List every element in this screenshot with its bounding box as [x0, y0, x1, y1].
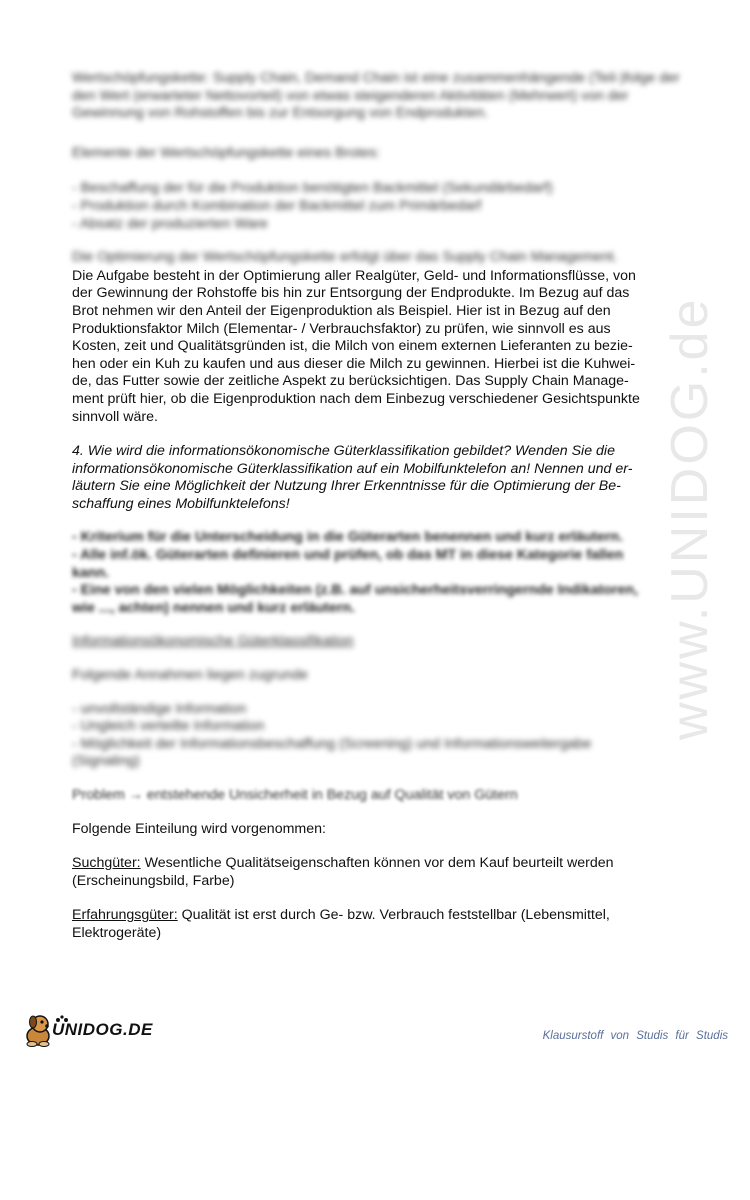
blurred-bold-line: - Eine von den vielen Möglichkeiten (z.B. auf unsicherheitsverringernde Indikatoren,: [72, 582, 639, 599]
blurred-paragraph-3: Die Optimierung der Wertschöpfungskette erfolgt über das Supply Chain Management.: [72, 249, 618, 266]
blurred-bold-line: - Alle inf.ök. Güterarten definieren und prüfen, ob das MT in diese Kategorie fallen: [72, 547, 624, 564]
watermark-text: www.UNIDOG.de: [661, 296, 719, 740]
text-line: sinnvoll wäre.: [72, 408, 158, 425]
text-line: der Gewinnung der Rohstoffe bis hin zur Entsorgung der Endprodukte. Im Bezug auf das: [72, 285, 630, 302]
classification-intro: Folgende Einteilung wird vorgenommen:: [72, 820, 326, 837]
text-line: Kosten, zeit und Qualitätsgründen ist, die Milch von einem externen Lieferanten zu bezie-: [72, 338, 633, 355]
text-line: ment prüft hier, ob die Eigenproduktion nach dem Einbezug verschiedener Gesichtspunkte: [72, 390, 640, 407]
question-line: informationsökonomische Güterklassifikation auf ein Mobilfunktelefon an! Nennen und er-: [72, 460, 633, 477]
text-line: Produktionsfaktor Milch (Elementar- / Verbrauchsfaktor) zu prüfen, wie sinnvoll es aus: [72, 320, 611, 337]
suchgueter-label: Suchgüter:: [72, 855, 141, 872]
blurred-list-item: - Produktion durch Kombination der Backmittel zum Primärbedarf: [72, 197, 482, 214]
blurred-paragraph-2: Elemente der Wertschöpfungskette eines Brotes:: [72, 144, 381, 161]
suchgueter-line: [72, 855, 682, 873]
logo-text: UNIDOG.DE: [52, 1020, 153, 1039]
erfahrungsgueter-label: Erfahrungsgüter:: [72, 907, 178, 924]
blurred-problem-line: Problem → entstehende Unsicherheit in Bezug auf Qualität von Gütern: [72, 787, 518, 803]
blurred-list-item: - Ungleich verteilte Information: [72, 718, 265, 735]
blurred-list-item: - Absatz der produzierten Ware: [72, 215, 268, 232]
text-line: Die Aufgabe besteht in der Optimierung aller Realgüter, Geld- und Informationsflüsse, von: [72, 267, 636, 284]
blurred-list-item: - unvollständige Information: [72, 700, 247, 717]
question-4: [72, 443, 682, 513]
blurred-bold-block: [72, 529, 682, 617]
document-page: [72, 0, 682, 943]
blurred-bold-line: - Kriterium für die Unterscheidung in die Güterarten benennen und kurz erläutern.: [72, 529, 624, 546]
text-line: Brot nehmen wir den Anteil der Eigenproduktion als Beispiel. Hier ist in Bezug auf den: [72, 302, 611, 319]
erfahrungsgueter-line-2: Elektrogeräte): [72, 924, 162, 941]
blurred-bold-line: kann.: [72, 564, 110, 581]
clear-paragraph: [72, 268, 682, 426]
blurred-paragraph: Folgende Annahmen liegen zugrunde: [72, 667, 308, 684]
blurred-list-item: - Beschaffung der für die Produktion benötigten Backmittel (Sekundärbedarf): [72, 180, 553, 197]
blurred-heading: Informationsökonomische Güterklassifikation: [72, 633, 354, 650]
suchgueter-line-2: (Erscheinungsbild, Farbe): [72, 872, 235, 889]
suchgueter-text: Wesentliche Qualitätseigenschaften können vor dem Kauf beurteilt werden: [140, 855, 614, 872]
blurred-bold-line: wie ..., achten) nennen und kurz erläutern.: [72, 599, 356, 616]
blurred-list-item: (Signaling): [72, 753, 140, 770]
footer-tagline: Klausurstoff von Studis für Studis: [542, 1030, 728, 1042]
blurred-paragraph-1: Wertschöpfungskette: Supply Chain, Demand Chain ist eine zusammenhängende (Teil-)folge der den Wert (erwarteter Nettovorteil) von etwas steigenderen Aktivitäten (Mehrwert) von der Gewinnung von Rohstoffen bis zur Entsorgung von Endprodukten.: [72, 70, 680, 122]
question-line: 4. Wie wird die informationsökonomische Güterklassifikation gebildet? Wenden Sie die: [72, 443, 615, 460]
question-line: schaffung eines Mobilfunktelefons!: [72, 495, 290, 512]
erfahrungsgueter-text: Qualität ist erst durch Ge- bzw. Verbrauch feststellbar (Lebensmittel,: [177, 907, 610, 924]
erfahrungsgueter-line: [72, 907, 682, 925]
dog-icon: [27, 1016, 49, 1047]
text-line: hen oder ein Kuh zu kaufen und aus dieser die Milch zu gewinnen. Hierbei ist die Kuhwei-: [72, 355, 636, 372]
question-line: läutern Sie eine Möglichkeit der Nutzung Ihrer Erkenntnisse für die Optimierung der Be-: [72, 478, 621, 495]
blurred-list-item: - Möglichkeit der Informationsbeschaffung (Screening) und Informationsweitergabe: [72, 735, 592, 752]
text-line: de, das Futter sowie der zeitliche Aspekt zu berücksichtigen. Das Supply Chain Manage-: [72, 373, 629, 390]
